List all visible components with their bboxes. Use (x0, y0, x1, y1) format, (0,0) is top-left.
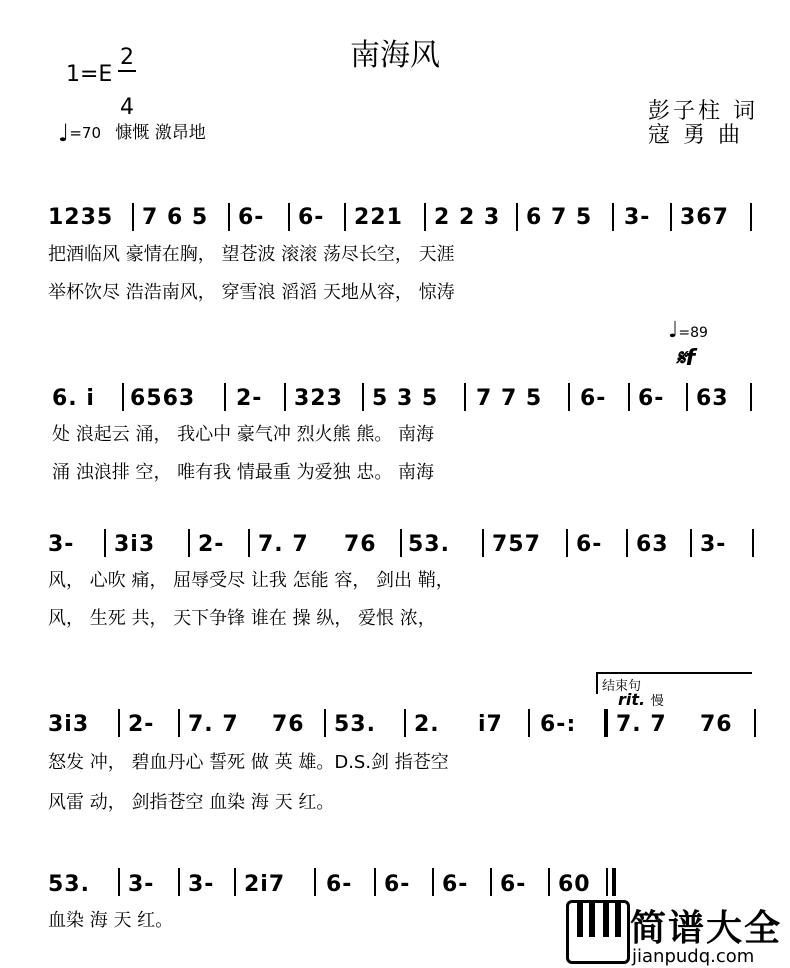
watermark-url: jianpudq.com (632, 946, 755, 967)
measure: 6 7 5 (526, 205, 593, 230)
lyric-line: 血染 海 天 红。 (48, 910, 174, 931)
time-signature (118, 46, 136, 120)
tempo-value: =70 (69, 124, 101, 142)
measure: 6563 (130, 386, 196, 411)
measure: 2- (198, 532, 225, 557)
measure: 60 (558, 872, 591, 897)
lyric-line: 风雷 动， 剑指苍空 血染 海 天 红。 (48, 792, 335, 813)
measure: 76 (272, 712, 305, 737)
measure: 6-: (540, 712, 577, 737)
time-top: 2 (120, 45, 134, 70)
composer: 寇 勇 曲 (648, 123, 743, 148)
quarter-note-icon: ♩ (668, 318, 679, 343)
measure: 3i3 (114, 532, 156, 557)
measure: 2. (414, 712, 440, 737)
measure: 2- (128, 712, 155, 737)
measure: 1235 (48, 205, 114, 230)
lyric-line: 怒发 冲， 碧血丹心 誓死 做 英 雄。D.S.剑 指苍空 (48, 752, 449, 773)
measure: 63 (696, 386, 729, 411)
measure: 53. (334, 712, 376, 737)
lyric-line: 风， 心吹 痛， 屈辱受尽 让我 怎能 容， 剑出 鞘， (48, 570, 454, 591)
measure: 53. (48, 872, 90, 897)
measure: 3- (700, 532, 727, 557)
rit-marking: rit. 慢 (618, 690, 664, 709)
quarter-note-icon: ♩ (58, 119, 70, 147)
tempo-marking (58, 118, 206, 147)
lyric-line: 把酒临风 豪情在胸， 望苍波 滚滚 荡尽长空， 天涯 (48, 244, 455, 265)
tempo-change: ♩=89 (668, 318, 708, 343)
measure: i7 (478, 712, 503, 737)
measure: 7. 7 (616, 712, 667, 737)
measure: 5 3 5 (372, 386, 439, 411)
measure: 757 (492, 532, 541, 557)
measure: 6- (238, 205, 265, 230)
measure: 323 (294, 386, 343, 411)
measure: 3i3 (48, 712, 90, 737)
measure: 7. 7 (258, 532, 309, 557)
song-title: 南海风 (350, 38, 440, 73)
measure: 2- (236, 386, 263, 411)
watermark-name: 简谱大全 (630, 908, 783, 949)
measure: 63 (636, 532, 669, 557)
measure: 2i7 (244, 872, 286, 897)
measure: 3- (128, 872, 155, 897)
measure: 6- (298, 205, 325, 230)
measure: 6- (576, 532, 603, 557)
measure: 7. 7 (188, 712, 239, 737)
lyric-line: 处 浪起云 涌， 我心中 豪气冲 烈火熊 熊。 南海 (52, 424, 435, 445)
ending-label: 结束句 (602, 679, 642, 694)
measure: 53. (408, 532, 450, 557)
lyric-line: 涌 浊浪排 空， 唯有我 情最重 为爱独 忠。 南海 (52, 462, 435, 483)
measure: 367 (680, 205, 729, 230)
measure: 7 6 5 (142, 205, 209, 230)
lyric-line: 风， 生死 共， 天下争锋 谁在 操 纵， 爱恨 浓， (48, 608, 436, 629)
measure: 6- (442, 872, 469, 897)
measure: 6. i (52, 386, 95, 411)
lyric-line: 举杯饮尽 浩浩南风， 穿雪浪 滔滔 天地从容， 惊涛 (48, 282, 455, 303)
measure: 3- (188, 872, 215, 897)
measure: 221 (354, 205, 403, 230)
measure: 76 (700, 712, 733, 737)
measure: 3- (48, 532, 75, 557)
measure: 6- (326, 872, 353, 897)
measure: 2 2 3 (434, 205, 501, 230)
time-bottom: 4 (120, 95, 134, 120)
lyricist: 彭子柱 词 (648, 99, 758, 124)
expression: 慷慨 激昂地 (115, 123, 206, 143)
segno-forte: 𝄋f (676, 346, 696, 371)
measure: 6- (384, 872, 411, 897)
measure: 6- (500, 872, 527, 897)
measure: 76 (344, 532, 377, 557)
measure: 7 7 5 (476, 386, 543, 411)
measure: 3- (624, 205, 651, 230)
measure: 6- (638, 386, 665, 411)
piano-logo-icon (566, 900, 630, 964)
key-signature: 1=E (66, 62, 113, 87)
measure: 6- (580, 386, 607, 411)
